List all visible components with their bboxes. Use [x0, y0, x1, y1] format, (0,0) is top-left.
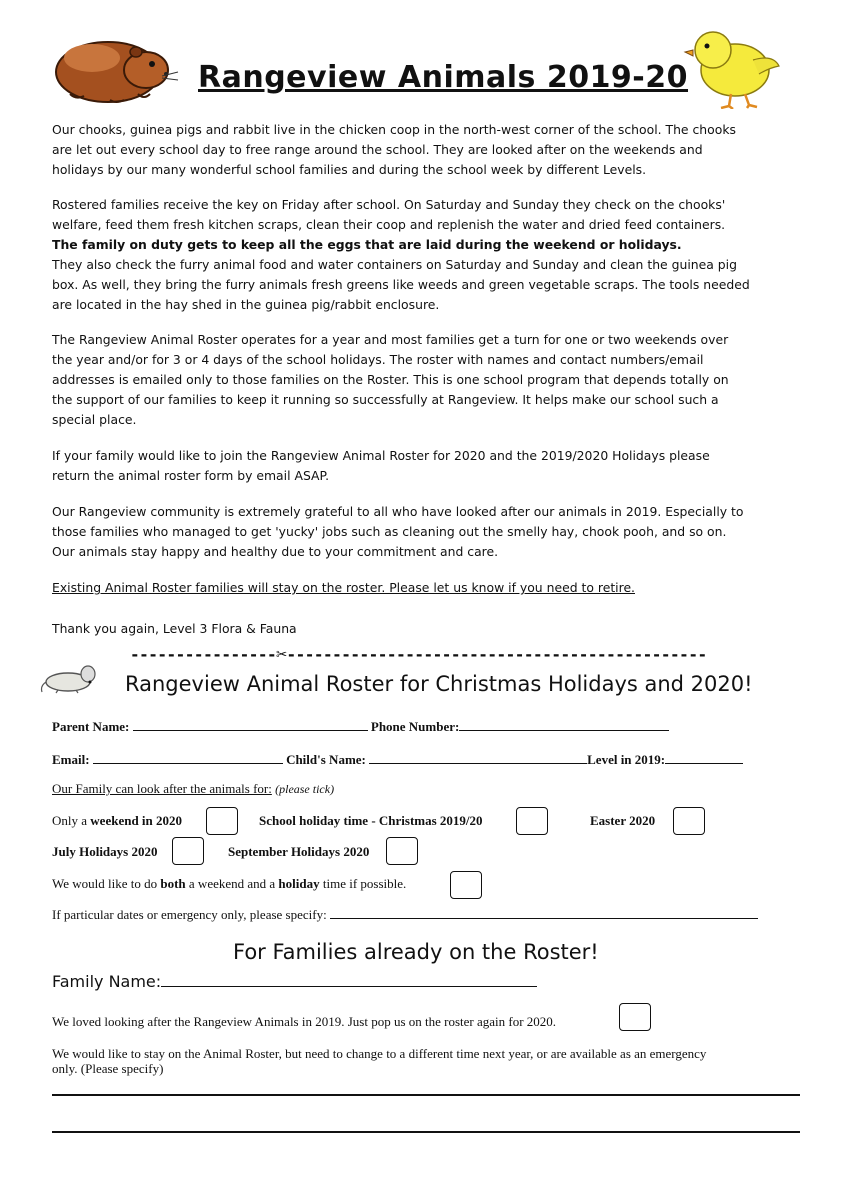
cut-dashes: ----------------	[130, 645, 277, 664]
grateful-paragraph	[52, 502, 807, 562]
guinea-pig-icon	[50, 28, 180, 108]
both-suffix: time if possible.	[322, 876, 407, 891]
paragraph-line: are let out every school day to free range around the school. They are looked after on the weekends and	[52, 142, 703, 157]
july-checkbox[interactable]	[172, 837, 204, 865]
rostered-paragraph	[52, 195, 807, 315]
existing-families-title: For Families already on the Roster!	[233, 940, 599, 964]
paragraph-line: If your family would like to join the Rangeview Animal Roster for 2020 and the 2019/2020 Holidays please	[52, 448, 710, 463]
change-time-line: We would like to stay on the Animal Roster, but need to change to a different time next year, or are available as an emergency	[52, 1046, 707, 1061]
scissors-icon: ✂	[276, 644, 287, 665]
loved-label: We loved looking after the Rangeview Animals in 2019. Just pop us on the roster again for 2020.	[52, 1014, 557, 1029]
paragraph-line: are located in the hay shed in the guinea pig/rabbit enclosure.	[52, 297, 440, 312]
only-weekend-prefix: Only a	[52, 813, 88, 828]
eggs-note: The family on duty gets to keep all the eggs that are laid during the weekend or holidays.	[52, 237, 682, 252]
parent-phone-row	[52, 718, 669, 735]
paragraph-line: The Rangeview Animal Roster operates for a year and most families get a turn for one or two weekends over	[52, 332, 729, 347]
intro-paragraph	[52, 120, 807, 180]
paragraph-line: Our chooks, guinea pigs and rabbit live in the chicken coop in the north-west corner of the school. The chooks	[52, 122, 736, 137]
chick-icon	[683, 24, 793, 109]
paragraph-line: They also check the furry animal food and water containers on Saturday and Sunday and clean the guinea pig	[52, 257, 737, 272]
paragraph-line: Our animals stay happy and healthy due to your commitment and care.	[52, 544, 499, 559]
please-tick-note: (please tick)	[275, 782, 335, 796]
only-weekend-label	[52, 813, 182, 829]
paragraph-line: box. As well, they bring the furry animals fresh greens like weeds and green vegetable scraps. The tools needed	[52, 277, 750, 292]
can-look-after-row	[52, 781, 334, 797]
phone-field[interactable]	[459, 718, 669, 731]
paragraph-line: the support of our families to keep it running so successfully at Rangeview. It helps make our school such a	[52, 392, 719, 407]
specify-line-1[interactable]	[52, 1094, 800, 1096]
paragraph-line: addresses is emailed only to those families on the Roster. This is one school program that depends totally on	[52, 372, 729, 387]
paragraph-line: the year and/or for 3 or 4 days of the school holidays. The roster with names and contact numbers/email	[52, 352, 704, 367]
same-again-checkbox[interactable]	[619, 1003, 651, 1031]
family-name-label: Family Name:	[52, 972, 162, 991]
weekend-checkbox[interactable]	[206, 807, 238, 835]
roster-paragraph	[52, 330, 807, 430]
family-name-field[interactable]	[161, 972, 537, 987]
easter-checkbox[interactable]	[673, 807, 705, 835]
email-child-row	[52, 751, 743, 768]
september-label: September Holidays 2020	[228, 844, 370, 859]
parent-name-label: Parent Name:	[52, 719, 130, 734]
parent-name-field[interactable]	[133, 718, 368, 731]
both-holiday: holiday	[278, 876, 320, 891]
phone-label: Phone Number:	[370, 719, 460, 734]
cut-dashes: ----------------------------------------------	[286, 645, 707, 664]
change-time-line: only. (Please specify)	[52, 1061, 164, 1076]
cut-line	[130, 644, 707, 665]
specify-line-2[interactable]	[52, 1131, 800, 1133]
easter-label: Easter 2020	[590, 813, 656, 828]
paragraph-line: return the animal roster form by email ASAP.	[52, 468, 330, 483]
both-label	[52, 876, 406, 892]
page-title: Rangeview Animals 2019-20	[198, 60, 689, 95]
only-weekend-bold: weekend in 2020	[90, 813, 183, 828]
paragraph-line: holidays by our many wonderful school families and during the school week by different Levels.	[52, 162, 647, 177]
email-label: Email:	[52, 752, 90, 767]
paragraph-line: Our Rangeview community is extremely grateful to all who have looked after our animals in 2019. Especially to	[52, 504, 744, 519]
child-name-field[interactable]	[369, 751, 587, 764]
paragraph-line: those families who managed to get 'yucky' jobs such as cleaning out the smelly hay, chook pooh, and so on.	[52, 524, 727, 539]
change-time-note	[52, 1046, 812, 1076]
particular-dates-label: If particular dates or emergency only, please specify:	[52, 907, 327, 922]
september-checkbox[interactable]	[386, 837, 418, 865]
paragraph-line: Rostered families receive the key on Friday after school. On Saturday and Sunday they check on the chooks'	[52, 197, 726, 212]
level-field[interactable]	[665, 751, 743, 764]
can-look-after-label: Our Family can look after the animals for:	[52, 781, 272, 796]
paragraph-line: welfare, feed them fresh kitchen scraps, clean their coop and replenish the water and dried feed containers.	[52, 217, 726, 232]
both-prefix: We would like to do	[52, 876, 158, 891]
particular-dates-row	[52, 906, 758, 923]
both-checkbox[interactable]	[450, 871, 482, 899]
child-name-label: Child's Name:	[286, 752, 366, 767]
level-label: Level in 2019:	[587, 752, 666, 767]
join-paragraph	[52, 446, 807, 486]
thanks-line: Thank you again, Level 3 Flora & Fauna	[52, 621, 297, 636]
roster-form-title: Rangeview Animal Roster for Christmas Holidays and 2020!	[125, 672, 753, 696]
paragraph-line: special place.	[52, 412, 137, 427]
existing-families-note: Existing Animal Roster families will stay on the roster. Please let us know if you need to retire.	[52, 580, 635, 595]
both-mid: a weekend and a	[188, 876, 276, 891]
email-field[interactable]	[93, 751, 283, 764]
particular-dates-field[interactable]	[330, 906, 758, 919]
both-bold: both	[160, 876, 186, 891]
july-label: July Holidays 2020	[52, 844, 158, 859]
school-holiday-label: School holiday time - Christmas 2019/20	[259, 813, 483, 828]
mouse-icon	[40, 662, 100, 694]
family-name-row	[52, 972, 537, 991]
christmas-holiday-checkbox[interactable]	[516, 807, 548, 835]
